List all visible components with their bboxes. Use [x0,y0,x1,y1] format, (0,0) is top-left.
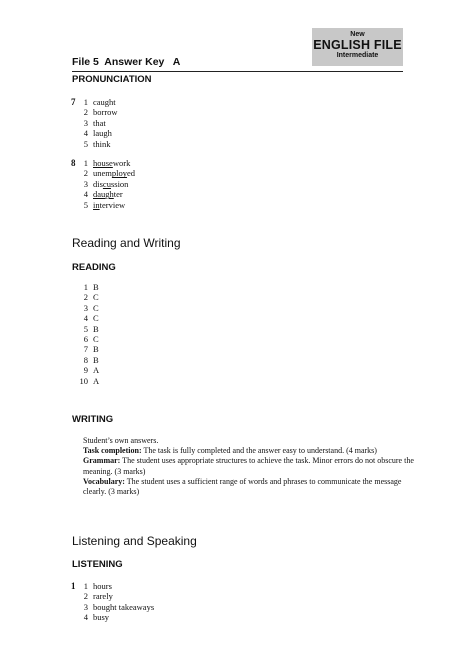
page-title: File 5 Answer Key A [72,56,181,68]
list-item: 8 B [83,354,99,365]
listening-answers-list [72,581,154,623]
logo-line-brand: ENGLISH FILE [313,38,402,52]
list-item: 3 that [83,117,106,128]
list-item: 2 unemployed [83,168,136,179]
listening-speaking-heading: Listening and Speaking [72,534,197,548]
logo-line-new: New [350,31,365,38]
writing-criteria [83,436,418,497]
list-item: 2 borrow [83,107,118,118]
reading-answers-list [72,282,99,386]
question-8-list [72,158,135,210]
list-item: 3 C [83,302,99,313]
list-item: 1 caught [83,97,116,107]
list-item: 2 rarely [83,591,113,602]
list-item: 5 B [83,323,99,334]
list-item: 7 B [83,344,99,355]
list-item: 6 C [83,334,99,345]
stressed-syllable: in [93,199,100,210]
stressed-syllable: house [93,158,113,168]
grammar-criterion: Grammar: The student uses appropriate structures to achieve the task. Minor errors do not obscure the meaning. (3 marks) [83,456,414,476]
question-7-list [72,97,118,149]
english-file-logo [312,28,403,66]
listening-heading: LISTENING [72,559,123,570]
list-item: 4 laugh [83,128,112,139]
writing-heading: WRITING [72,414,114,425]
question-8-number: 8 [71,158,76,168]
reading-heading: READING [72,262,116,273]
list-item: 4 C [83,313,99,324]
stressed-syllable: ploy [111,168,128,179]
stressed-syllable: daugh [93,189,114,200]
list-item: 10 A [79,375,100,386]
list-item: 2 C [83,292,99,303]
task-completion-criterion: Task completion: The task is fully completed and the answer easy to understand. (4 marks) [83,446,377,456]
list-item: 1 B [83,282,99,292]
list-item: 4 busy [83,612,110,623]
list-item: 3 discussion [83,178,129,189]
list-item: 1 housework [83,158,131,168]
stressed-syllable: cu [102,178,111,189]
vocabulary-criterion: Vocabulary: The student uses a sufficient range of words and phrases to communicate the message clearly. (3 marks) [83,476,402,497]
list-item: 3 bought takeaways [83,601,155,612]
list-item: 1 hours [83,581,112,591]
list-item: 5 interview [83,199,126,210]
reading-writing-heading: Reading and Writing [72,236,181,250]
list-item: 4 daughter [83,189,123,200]
list-item: 9 A [83,365,100,376]
writing-intro: Student’s own answers. [83,436,159,445]
header-divider [72,71,403,72]
logo-line-level: Intermediate [336,52,379,59]
question-7-number: 7 [71,97,76,107]
pronunciation-heading: PRONUNCIATION [72,74,152,85]
list-item: 5 think [83,138,111,149]
question-1-number: 1 [71,581,76,591]
